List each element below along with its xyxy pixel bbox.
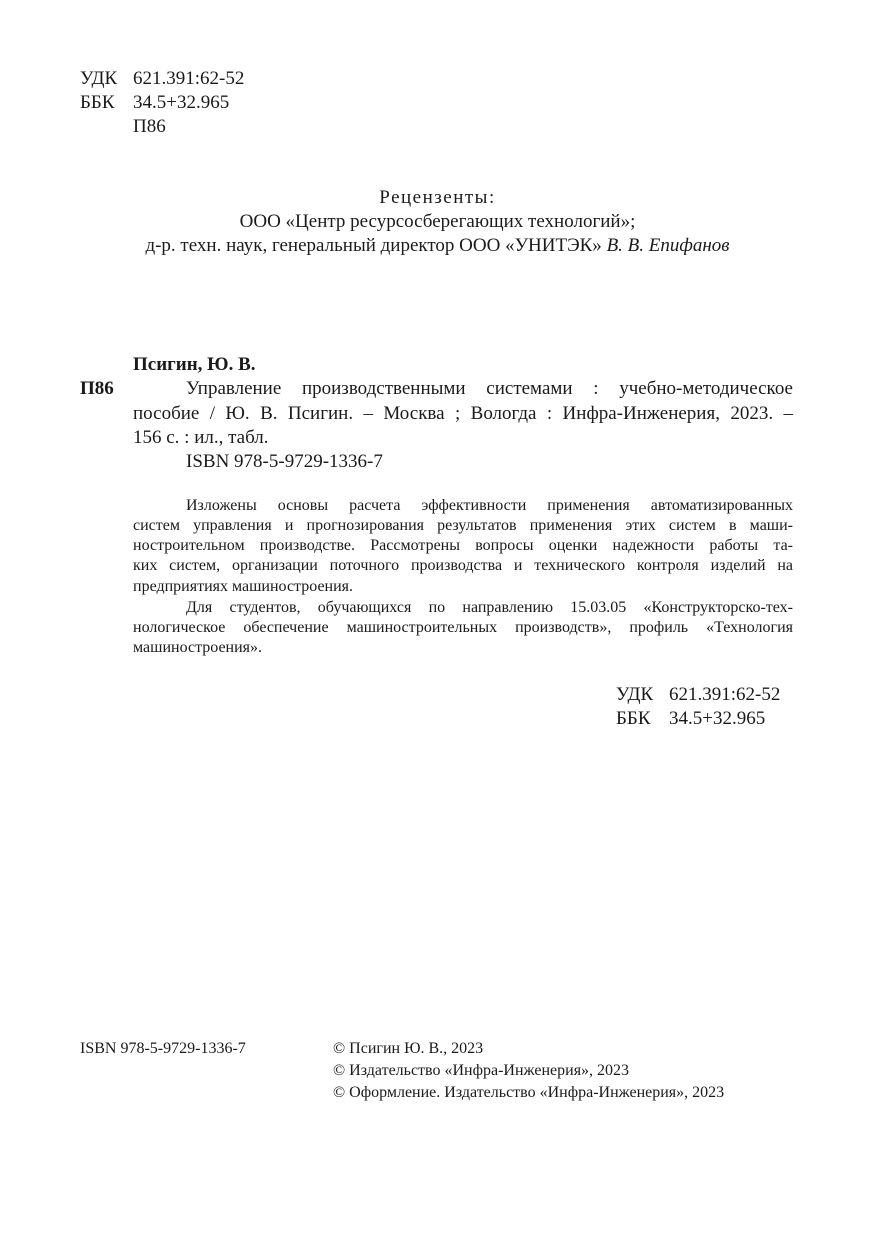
reviewer-name: В. В. Епифанов [606,235,730,256]
bbk-label-bottom: ББК [616,708,651,729]
annotation-line: Изложены основы расчета эффективности применения автоматизированных [186,497,793,514]
bbk-label: ББК [80,92,115,113]
reviewers-heading: Рецензенты: [379,187,496,208]
udk-label: УДК [80,68,118,89]
copyright-publisher: © Издательство «Инфра-Инженерия», 2023 [333,1062,630,1079]
annotation-line: ностроительном производстве. Рассмотрены вопросы оценки надежности работы та- [133,537,793,554]
reviewer-title: д-р. техн. наук, генеральный директор ООО «УНИТЭК» [145,235,602,256]
annotation-line: нологическое обеспечение машиностроительных производств», профиль «Технология [133,619,793,636]
udk-value: 621.391:62-52 [133,68,245,89]
udk-value-bottom: 621.391:62-52 [669,684,781,705]
annotation-line: предприятиях машиностроения. [133,578,354,595]
author-mark-bold: П86 [80,378,114,399]
isbn-entry: ISBN 978-5-9729-1336-7 [186,451,383,472]
footer-isbn: ISBN 978-5-9729-1336-7 [80,1040,246,1057]
bbk-value: 34.5+32.965 [133,92,230,113]
reviewer-organization: ООО «Центр ресурсосберегающих технологий»; [239,211,636,232]
udk-label-bottom: УДК [616,684,654,705]
bbk-value-bottom: 34.5+32.965 [669,708,766,729]
copyright-author: © Псигин Ю. В., 2023 [333,1040,484,1057]
copyright-design: © Оформление. Издательство «Инфра-Инженерия», 2023 [333,1084,725,1101]
reviewer-person [0,235,875,257]
annotation-line: ких систем, организации поточного производства и технического контроля изделий на [133,557,793,574]
annotation-line: Для студентов, обучающихся по направлению 15.03.05 «Конструкторско-тех- [186,599,793,616]
bib-line-1: Управление производственными системами : учебно-методическое [186,378,793,399]
annotation-line: машиностроения». [133,639,263,656]
bib-line-3: 156 с. : ил., табл. [133,427,269,448]
annotation-line: систем управления и прогнозирования результатов применения этих систем в маши- [133,517,793,534]
author-heading: Псигин, Ю. В. [133,354,256,375]
bib-line-2: пособие / Ю. В. Псигин. – Москва ; Вологда : Инфра-Инженерия, 2023. – [133,403,793,424]
author-mark: П86 [133,116,166,137]
